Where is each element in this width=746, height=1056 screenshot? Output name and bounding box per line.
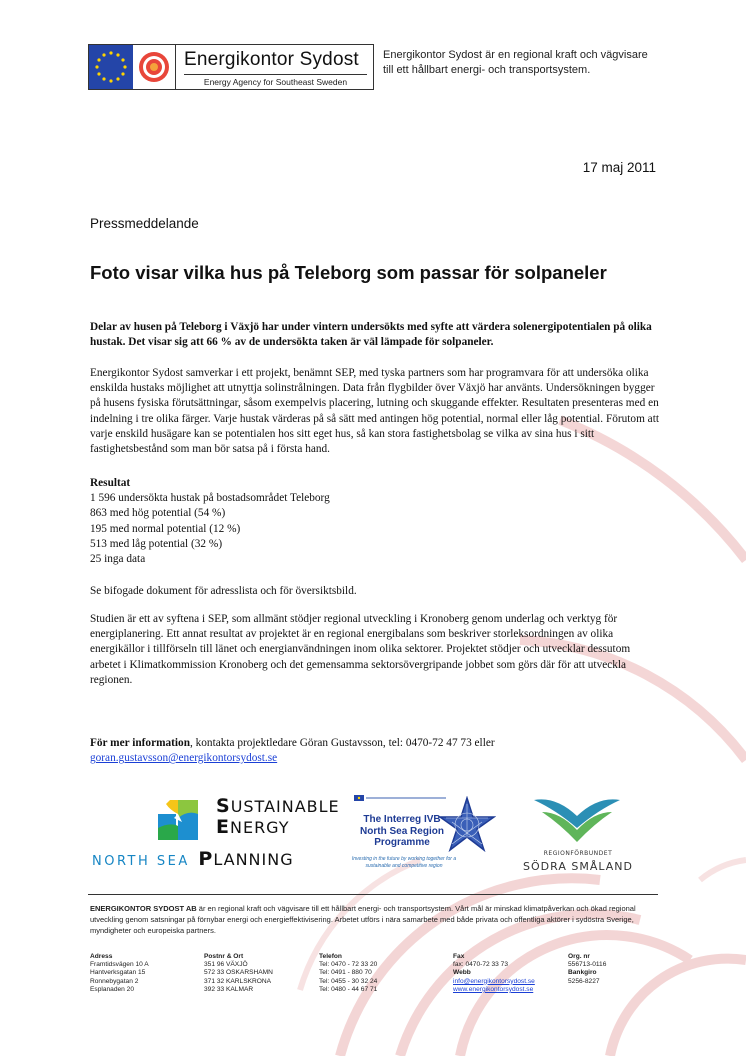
footer-postal-line: 371 32 KARLSKRONA: [204, 977, 272, 985]
footer-divider: [88, 894, 658, 895]
footer-org-column: [568, 953, 606, 986]
paragraph-1: Energikontor Sydost samverkar i ett projekt, benämnt SEP, med tyska partners som har programvara för att undersöka olika enskilda hustaks möjlighet att utnyttja solinstrålningen. Data från flygbilder över Växjö har använts. Undersökningen bygger på husens fysiska förutsättningar, såsom exempelvis placering, lutning och skuggande effekter. Resultaten presenteras med en indelning i tre olika färger. Varje hustak värderas på så sätt med antingen hög potential, normal eller låg potential. Förutom att varje enskild husägare kan se potentialen hos sitt eget hus, så kan stora fastighetsbolag se vilka av sina hus i sitt fastighetsbestånd som man bör satsa på i första hand.: [90, 367, 659, 456]
footer-postal-line: 572 33 OSKARSHAMN: [204, 969, 273, 977]
footer-org-number: 556713-0116: [568, 961, 607, 969]
results-block: [90, 476, 660, 567]
footer-description: [90, 903, 662, 936]
footer-phone-line: Tel: 0455 - 30 32 24: [319, 977, 378, 985]
sep-word-1: USTAINABLE: [230, 797, 340, 816]
footer-org-name: ENERGIKONTOR SYDOST AB: [90, 904, 197, 913]
regionforbundet-label: REGIONFÖRBUNDET: [543, 850, 613, 857]
north-sea-label: NORTH SEA PLANNING: [92, 848, 294, 870]
document-type: Pressmeddelande: [90, 216, 199, 231]
energikontor-logo: [88, 44, 374, 90]
paragraph-2: Se bifogade dokument för adresslista och för översiktsbild.: [90, 585, 357, 597]
tagline-line-2: till ett hållbart energi- och transportsystem.: [383, 64, 591, 76]
results-line: 195 med normal potential (12 %): [90, 522, 241, 535]
header-tagline: [383, 48, 683, 78]
footer-fax-line: fax: 0470-72 33 73: [453, 961, 508, 969]
footer-web-link[interactable]: www.energikontorsydost.se: [453, 985, 534, 993]
contact-label: För mer information: [90, 737, 190, 749]
regionforbundet-emblem-icon: [528, 794, 626, 844]
footer-postal-line: 392 33 KALMAR: [204, 985, 254, 993]
results-line: 1 596 undersökta hustak på bostadsområdet Teleborg: [90, 492, 330, 505]
footer-postal-line: 351 96 VÄXJÖ: [204, 961, 248, 969]
footer-address-line: Hantverksgatan 15: [90, 969, 146, 977]
sodra-smaland-label: SÖDRA SMÅLAND: [523, 860, 633, 873]
interreg-tagline: Investing in the future by working together for a sustainable and competitive region: [351, 856, 457, 869]
footer-phone-line: Tel: 0491 - 880 70: [319, 969, 372, 977]
eu-flag-icon: [89, 45, 133, 89]
footer-email-link[interactable]: info@energikontorsydost.se: [453, 977, 535, 985]
sep-word-2: NERGY: [229, 818, 290, 837]
sep-initial-e: E: [216, 816, 230, 838]
lead-paragraph: Delar av husen på Teleborg i Växjö har under vintern undersökts med syfte att värdera solenergipotentialen på olika hustak. Det visar sig att 66 % av de undersökta taken är väl lämpade för solpaneler.: [90, 321, 652, 349]
footer-postal-column: [204, 953, 273, 994]
footer-description-text: är en regional kraft och vägvisare till ett hållbart energi- och transportsystem. Vårt mål är minskad klimatpåverkan och ökad regional utveckling genom satsningar på förnybar energi och energieffektivisering. Arbetet utförs i nära samarbete med både privata och offentliga aktörer i sydöstra Sverige, myndigheter och europeiska partners.: [90, 904, 636, 935]
logo-text: [175, 45, 373, 89]
footer-postal-heading: Postnr & Ort: [204, 953, 244, 960]
footer-phone-column: [319, 953, 377, 994]
contact-info: [90, 736, 660, 766]
paragraph-3: Studien är ett av syftena i SEP, som allmänt stödjer regional utveckling i Kronoberg genom underlag och verktyg för energiplanering. Ett annat resultat av projektet är en regional energibalans som beskriver storleksordningen av olika energikällor i tillförseln till länet och energianvändningen inom olika sektorer. Projektet stödjer och utvecklar dessutom arbetet i Klimatkommission Kronoberg och det gemensamma sektorsövergripande jobbet som görs där för att utveckla regionen.: [90, 613, 631, 686]
logo-subtitle: Energy Agency for Southeast Sweden: [184, 74, 367, 87]
contact-email-link[interactable]: goran.gustavsson@energikontorsydost.se: [90, 752, 278, 765]
results-line: 863 med hög potential (54 %): [90, 507, 226, 520]
footer-address-line: Esplanaden 20: [90, 985, 134, 993]
sep-logo: [92, 790, 342, 870]
footer-org-heading: Org. nr: [568, 953, 590, 960]
footer-web-heading: Webb: [453, 969, 471, 977]
footer-phone-line: Tel: 0480 - 44 67 71: [319, 985, 378, 993]
footer-phone-line: Tel: 0470 - 72 33 20: [319, 961, 378, 969]
interreg-logo: [346, 794, 496, 880]
footer-fax-heading: Fax: [453, 953, 465, 960]
interreg-title: The Interreg IVB North Sea Region Programme: [360, 814, 444, 848]
sep-word-3: LANNING: [213, 850, 294, 869]
footer-address-line: Ronnebygatan 2: [90, 977, 139, 985]
regionforbundet-logo: [522, 794, 634, 880]
footer-address-line: Framtidsvägen 10 A: [90, 961, 149, 969]
footer-bankgiro-heading: Bankgiro: [568, 969, 597, 977]
sep-initial-s: S: [216, 795, 231, 817]
headline: Foto visar vilka hus på Teleborg som passar för solpaneler: [90, 262, 607, 283]
starfish-icon: [438, 796, 496, 854]
eu-flag-bar-icon: [354, 794, 446, 802]
footer-bankgiro-number: 5256-8227: [568, 977, 600, 985]
target-logo-icon: [133, 45, 175, 89]
results-heading: Resultat: [90, 477, 131, 489]
footer-phone-heading: Telefon: [319, 953, 342, 960]
contact-text: , kontakta projektledare Göran Gustavsson, tel: 0470-72 47 73 eller: [189, 737, 495, 749]
footer-fax-column: [453, 953, 535, 994]
sep-emblem-icon: [158, 800, 200, 840]
footer-address-heading: Adress: [90, 953, 113, 960]
results-line: 513 med låg potential (32 %): [90, 537, 223, 550]
sep-wordmark: [216, 796, 340, 838]
footer-address-column: [90, 953, 149, 994]
sep-initial-p: P: [198, 848, 214, 870]
logo-title: Energikontor Sydost: [184, 49, 359, 70]
tagline-line-1: Energikontor Sydost är en regional kraft och vägvisare: [383, 49, 648, 61]
results-line: 25 inga data: [90, 553, 146, 566]
document-date: 17 maj 2011: [582, 160, 656, 175]
